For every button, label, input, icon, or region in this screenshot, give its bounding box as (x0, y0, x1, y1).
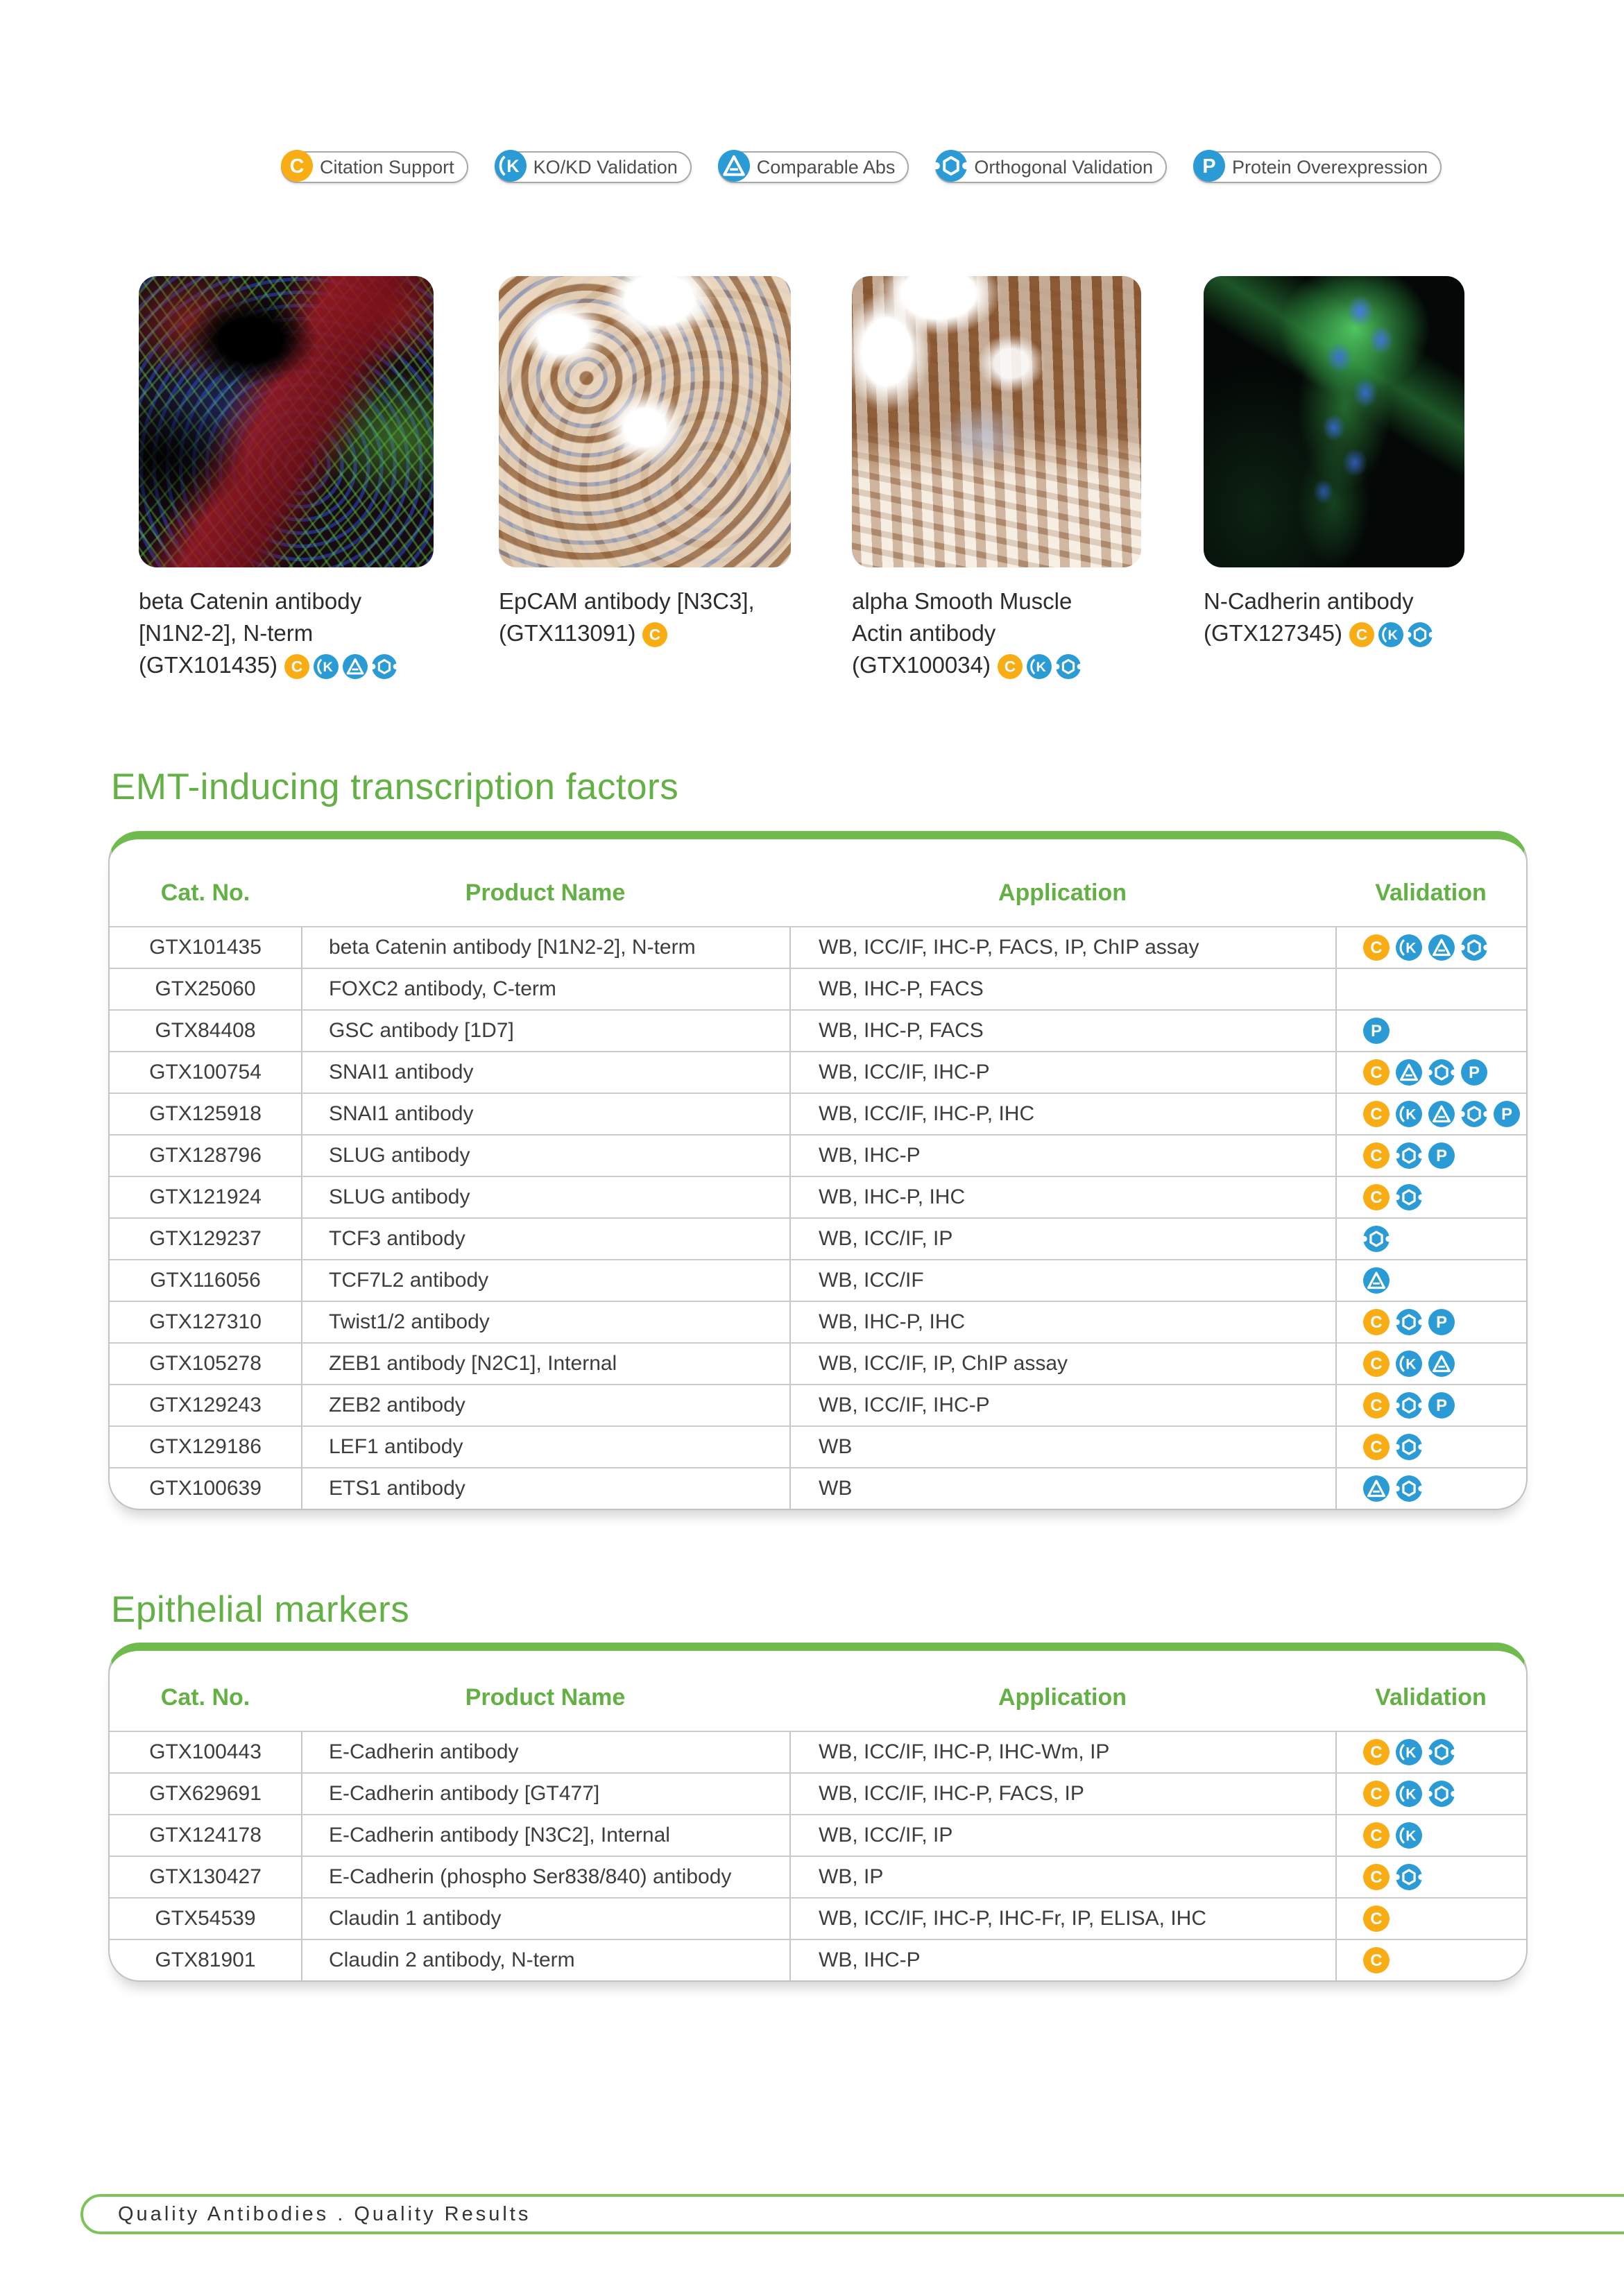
svg-text:K: K (1405, 940, 1417, 957)
validation-icons (1363, 1226, 1390, 1252)
comparable-abs-icon (718, 150, 750, 182)
orthogonal-validation-icon (1396, 1392, 1422, 1419)
svg-text:C: C (1370, 939, 1383, 958)
svg-text:K: K (1387, 628, 1398, 644)
svg-text:K: K (1405, 1106, 1417, 1123)
validation-icons (1363, 1142, 1455, 1169)
cell-product-name: TCF7L2 antibody (301, 1260, 789, 1301)
cell-validation (1335, 1177, 1526, 1217)
citation-support-icon (1363, 1822, 1390, 1849)
orthogonal-validation-icon (935, 150, 967, 182)
cell-product-name: beta Catenin antibody [N1N2-2], N-term (301, 927, 789, 968)
table-row (110, 1772, 1526, 1814)
image-caption (139, 585, 434, 681)
validation-icons (284, 654, 397, 679)
cell-application: WB, ICC/IF, IHC-P (789, 1385, 1335, 1425)
caption-line: alpha Smooth Muscle (852, 588, 1072, 614)
citation-support-icon (1363, 1142, 1390, 1169)
header-cat-no: Cat. No. (160, 880, 250, 906)
svg-text:K: K (323, 660, 333, 676)
protein-overexpression-icon (1494, 1101, 1520, 1127)
svg-text:C: C (1370, 1743, 1383, 1763)
validation-icons (1349, 622, 1433, 647)
table-row (110, 1134, 1526, 1176)
cell-application: WB, ICC/IF, IP, ChIP assay (789, 1344, 1335, 1384)
validation-icons (1363, 1351, 1455, 1377)
product-image-card (852, 276, 1141, 681)
cell-cat-no: GTX100754 (149, 1061, 262, 1083)
table-row (110, 1259, 1526, 1301)
caption-line: Actin antibody (852, 620, 996, 646)
cell-validation (1335, 1344, 1526, 1384)
comparable-abs-icon (1363, 1475, 1390, 1502)
legend-item-label: Protein Overexpression (1232, 156, 1428, 178)
citation-support-icon (1363, 1392, 1390, 1419)
comparable-abs-icon (343, 654, 368, 679)
product-image-card (139, 276, 434, 681)
svg-text:C: C (1004, 658, 1016, 676)
table-row (110, 1731, 1526, 1772)
table-header-row (110, 1651, 1526, 1731)
table-body (110, 926, 1526, 1509)
cell-validation (1335, 1427, 1526, 1467)
micrograph (1204, 276, 1464, 567)
orthogonal-validation-icon (1363, 1226, 1390, 1252)
cell-cat-no: GTX127310 (149, 1310, 262, 1333)
protein-overexpression-icon (1428, 1392, 1455, 1419)
cell-application: WB, ICC/IF, IP (789, 1219, 1335, 1259)
table-row (110, 1897, 1526, 1939)
cell-application: WB, ICC/IF, IHC-P, FACS, IP, ChIP assay (789, 927, 1335, 968)
micrograph (852, 276, 1141, 567)
validation-icons (1363, 1739, 1455, 1765)
svg-text:C: C (1370, 1438, 1383, 1457)
caption-line: (GTX100034) C K (852, 649, 1141, 681)
citation-support-icon (1363, 1351, 1390, 1377)
cell-product-name: TCF3 antibody (301, 1219, 789, 1259)
orthogonal-validation-icon (1461, 1101, 1487, 1127)
cell-application: WB, ICC/IF, IHC-P, IHC-Wm, IP (789, 1732, 1335, 1772)
svg-text:C: C (1370, 1951, 1383, 1971)
legend-item-label: Citation Support (320, 156, 454, 178)
ko-kd-validation-icon (495, 150, 527, 182)
table-row (110, 1425, 1526, 1467)
svg-text:C: C (1370, 1355, 1383, 1374)
citation-support-icon (1363, 1781, 1390, 1807)
svg-text:C: C (1370, 1396, 1383, 1416)
cell-cat-no: GTX129237 (149, 1227, 262, 1250)
ko-kd-validation-icon (314, 654, 339, 679)
legend-item-label: KO/KD Validation (533, 156, 678, 178)
cell-product-name: E-Cadherin antibody (301, 1732, 789, 1772)
micrograph (139, 276, 434, 567)
svg-text:P: P (1501, 1105, 1512, 1124)
table-row (110, 1342, 1526, 1384)
cell-cat-no: GTX100639 (149, 1477, 262, 1500)
cell-validation (1335, 1136, 1526, 1176)
svg-text:C: C (1370, 1105, 1383, 1124)
protein-overexpression-icon (1193, 150, 1225, 182)
protein-overexpression-icon (1428, 1309, 1455, 1335)
svg-text:C: C (1370, 1910, 1383, 1929)
ko-kd-validation-icon (1396, 1739, 1422, 1765)
image-caption (852, 585, 1141, 681)
cell-cat-no: GTX129186 (149, 1435, 262, 1458)
product-image-gallery (0, 276, 1624, 734)
table-row (110, 1093, 1526, 1134)
svg-text:K: K (506, 156, 520, 176)
cell-cat-no: GTX128796 (149, 1144, 262, 1167)
orthogonal-validation-icon (1408, 622, 1433, 647)
validation-icons (1363, 1309, 1455, 1335)
table-row (110, 1301, 1526, 1342)
header-cat-no: Cat. No. (160, 1684, 250, 1711)
table-row (110, 1814, 1526, 1856)
cell-validation (1335, 1094, 1526, 1134)
citation-support-icon (1363, 1184, 1390, 1210)
caption-line: [N1N2-2], N-term (139, 620, 314, 646)
svg-text:K: K (1405, 1828, 1417, 1844)
ko-kd-validation-icon (1027, 654, 1052, 679)
product-image-card (499, 276, 791, 649)
cell-validation (1335, 1468, 1526, 1509)
header-application: Application (998, 1684, 1127, 1711)
cell-application: WB, IHC-P, FACS (789, 1011, 1335, 1051)
orthogonal-validation-icon (1461, 934, 1487, 961)
ko-kd-validation-icon (1396, 934, 1422, 961)
caption-line: beta Catenin antibody (139, 588, 362, 614)
cell-validation (1335, 969, 1526, 1009)
comparable-abs-icon (1363, 1267, 1390, 1294)
cell-application: WB, ICC/IF (789, 1260, 1335, 1301)
cell-validation (1335, 1774, 1526, 1814)
orthogonal-validation-icon (1396, 1864, 1422, 1890)
cell-validation (1335, 1940, 1526, 1980)
cell-product-name: ZEB1 antibody [N2C1], Internal (301, 1344, 789, 1384)
cell-application: WB, IP (789, 1857, 1335, 1897)
orthogonal-validation-icon (1428, 1781, 1455, 1807)
validation-icons (642, 622, 667, 647)
table-row (110, 1384, 1526, 1425)
cell-cat-no: GTX124178 (149, 1824, 262, 1847)
citation-support-icon (284, 654, 309, 679)
citation-support-icon (1363, 1309, 1390, 1335)
ko-kd-validation-icon (1378, 622, 1403, 647)
cell-application: WB, IHC-P (789, 1940, 1335, 1980)
validation-icons (1363, 1184, 1422, 1210)
table-row (110, 1217, 1526, 1259)
footer-slogan: Quality Antibodies . Quality Results (118, 2202, 531, 2225)
cell-cat-no: GTX81901 (155, 1948, 256, 1971)
cell-cat-no: GTX130427 (149, 1865, 262, 1888)
caption-line: EpCAM antibody [N3C3], (499, 588, 755, 614)
caption-line: (GTX113091) C (499, 617, 791, 649)
orthogonal-validation-icon (1396, 1475, 1422, 1502)
cell-product-name: SNAI1 antibody (301, 1094, 789, 1134)
svg-text:C: C (1370, 1785, 1383, 1804)
section-title-emt: EMT-inducing transcription factors (111, 766, 679, 807)
cell-cat-no: GTX125918 (149, 1102, 262, 1125)
citation-support-icon (1349, 622, 1374, 647)
caption-line: N-Cadherin antibody (1204, 588, 1414, 614)
citation-support-icon (1363, 1864, 1390, 1890)
cell-product-name: E-Cadherin antibody [N3C2], Internal (301, 1815, 789, 1856)
comparable-abs-icon (1396, 1059, 1422, 1086)
validation-legend (281, 151, 1442, 183)
validation-icons (1363, 1475, 1422, 1502)
orthogonal-validation-icon (1396, 1309, 1422, 1335)
validation-icons (1363, 934, 1487, 961)
table-row (110, 1176, 1526, 1217)
svg-text:C: C (1370, 1868, 1383, 1887)
validation-icons (1363, 1864, 1422, 1890)
cell-product-name: FOXC2 antibody, C-term (301, 969, 789, 1009)
image-caption (1204, 585, 1464, 649)
validation-icons (1363, 1781, 1455, 1807)
svg-text:C: C (1370, 1826, 1383, 1846)
cell-product-name: E-Cadherin antibody [GT477] (301, 1774, 789, 1814)
validation-icons (998, 654, 1081, 679)
citation-support-icon (1363, 934, 1390, 961)
svg-text:K: K (1405, 1745, 1417, 1761)
protein-overexpression-icon (1428, 1142, 1455, 1169)
table-row (110, 1051, 1526, 1093)
caption-line: (GTX101435) C K (139, 649, 434, 681)
orthogonal-validation-icon (1428, 1739, 1455, 1765)
validation-icons (1363, 1267, 1390, 1294)
comparable-abs-icon (1428, 934, 1455, 961)
validation-icons (1363, 1101, 1520, 1127)
citation-support-icon (1363, 1739, 1390, 1765)
orthogonal-validation-icon (1396, 1184, 1422, 1210)
table-row (110, 1939, 1526, 1980)
svg-text:C: C (289, 155, 305, 178)
cell-product-name: ETS1 antibody (301, 1468, 789, 1509)
cell-application: WB, IHC-P (789, 1136, 1335, 1176)
header-validation: Validation (1375, 1684, 1487, 1711)
citation-support-icon (1363, 1101, 1390, 1127)
cell-application: WB, ICC/IF, IHC-P (789, 1052, 1335, 1093)
micrograph (499, 276, 791, 567)
svg-text:C: C (291, 658, 303, 676)
ko-kd-validation-icon (1396, 1351, 1422, 1377)
legend-item (281, 151, 468, 183)
cell-cat-no: GTX84408 (155, 1019, 256, 1042)
cell-application: WB, ICC/IF, IHC-P, IHC-Fr, IP, ELISA, IHC (789, 1899, 1335, 1939)
cell-product-name: E-Cadherin (phospho Ser838/840) antibody (301, 1857, 789, 1897)
svg-text:K: K (1405, 1786, 1417, 1803)
cell-product-name: LEF1 antibody (301, 1427, 789, 1467)
table-row (110, 1009, 1526, 1051)
citation-support-icon (1363, 1947, 1390, 1973)
validation-icons (1363, 1059, 1487, 1086)
cell-cat-no: GTX116056 (150, 1269, 261, 1292)
svg-text:C: C (649, 626, 661, 644)
caption-line: (GTX127345) C K (1204, 617, 1464, 649)
cell-product-name: Claudin 2 antibody, N-term (301, 1940, 789, 1980)
validation-icons (1363, 1822, 1422, 1849)
svg-text:P: P (1436, 1147, 1447, 1166)
cell-validation (1335, 1385, 1526, 1425)
legend-item (718, 151, 909, 183)
table-body (110, 1731, 1526, 1980)
legend-item (1193, 151, 1442, 183)
cell-cat-no: GTX129243 (149, 1394, 262, 1416)
citation-support-icon (1363, 1905, 1390, 1932)
cell-product-name: SLUG antibody (301, 1136, 789, 1176)
cell-cat-no: GTX101435 (149, 936, 262, 959)
cell-cat-no: GTX629691 (149, 1782, 262, 1805)
section-title-epithelial: Epithelial markers (111, 1589, 410, 1630)
validation-icons (1363, 1018, 1390, 1044)
legend-item-label: Orthogonal Validation (974, 156, 1154, 178)
cell-product-name: SNAI1 antibody (301, 1052, 789, 1093)
cell-product-name: ZEB2 antibody (301, 1385, 789, 1425)
table-header-row (110, 839, 1526, 926)
table-row (110, 1856, 1526, 1897)
svg-text:P: P (1436, 1396, 1447, 1416)
cell-cat-no: GTX54539 (155, 1907, 256, 1930)
validation-icons (1363, 1434, 1422, 1460)
cell-validation (1335, 1011, 1526, 1051)
cell-application: WB, ICC/IF, IHC-P, FACS, IP (789, 1774, 1335, 1814)
cell-application: WB, IHC-P, IHC (789, 1177, 1335, 1217)
footer-banner (80, 2194, 1624, 2234)
cell-validation (1335, 1219, 1526, 1259)
cell-application: WB, IHC-P, FACS (789, 969, 1335, 1009)
svg-text:P: P (1469, 1063, 1480, 1083)
cell-product-name: SLUG antibody (301, 1177, 789, 1217)
cell-application: WB (789, 1468, 1335, 1509)
cell-cat-no: GTX105278 (149, 1352, 262, 1375)
svg-text:K: K (1036, 660, 1046, 676)
emt-products-table (108, 831, 1528, 1510)
header-product-name: Product Name (465, 880, 626, 906)
citation-support-icon (998, 654, 1023, 679)
svg-text:C: C (1370, 1188, 1383, 1208)
ko-kd-validation-icon (1396, 1101, 1422, 1127)
legend-item (935, 151, 1167, 183)
orthogonal-validation-icon (1396, 1434, 1422, 1460)
cell-product-name: GSC antibody [1D7] (301, 1011, 789, 1051)
cell-application: WB, ICC/IF, IP (789, 1815, 1335, 1856)
validation-icons (1363, 1392, 1455, 1419)
svg-text:P: P (1202, 155, 1216, 178)
orthogonal-validation-icon (372, 654, 397, 679)
citation-support-icon (642, 622, 667, 647)
cell-validation (1335, 1815, 1526, 1856)
cell-validation (1335, 1302, 1526, 1342)
cell-application: WB (789, 1427, 1335, 1467)
image-caption (499, 585, 791, 649)
citation-support-icon (1363, 1059, 1390, 1086)
validation-icons (1363, 1905, 1390, 1932)
legend-item-label: Comparable Abs (756, 156, 896, 178)
cell-cat-no: GTX100443 (149, 1740, 262, 1763)
protein-overexpression-icon (1461, 1059, 1487, 1086)
citation-support-icon (1363, 1434, 1390, 1460)
cell-validation (1335, 927, 1526, 968)
orthogonal-validation-icon (1056, 654, 1081, 679)
cell-validation (1335, 1732, 1526, 1772)
cell-validation (1335, 1857, 1526, 1897)
cell-cat-no: GTX121924 (149, 1185, 262, 1208)
validation-icons (1363, 1947, 1390, 1973)
svg-text:C: C (1370, 1147, 1383, 1166)
svg-text:C: C (1370, 1313, 1383, 1333)
cell-application: WB, IHC-P, IHC (789, 1302, 1335, 1342)
cell-cat-no: GTX25060 (155, 977, 256, 1000)
orthogonal-validation-icon (1428, 1059, 1455, 1086)
cell-product-name: Claudin 1 antibody (301, 1899, 789, 1939)
svg-text:C: C (1356, 626, 1368, 644)
orthogonal-validation-icon (1396, 1142, 1422, 1169)
cell-validation (1335, 1260, 1526, 1301)
ko-kd-validation-icon (1396, 1822, 1422, 1849)
svg-text:P: P (1436, 1313, 1447, 1333)
header-validation: Validation (1375, 880, 1487, 906)
product-image-card (1204, 276, 1464, 649)
cell-validation (1335, 1899, 1526, 1939)
cell-application: WB, ICC/IF, IHC-P, IHC (789, 1094, 1335, 1134)
epithelial-products-table (108, 1643, 1528, 1982)
protein-overexpression-icon (1363, 1018, 1390, 1044)
table-row (110, 1467, 1526, 1509)
comparable-abs-icon (1428, 1101, 1455, 1127)
table-row (110, 968, 1526, 1009)
legend-item (495, 151, 692, 183)
svg-text:C: C (1370, 1063, 1383, 1083)
svg-text:K: K (1405, 1356, 1417, 1373)
cell-validation (1335, 1052, 1526, 1093)
citation-support-icon (281, 150, 313, 182)
comparable-abs-icon (1428, 1351, 1455, 1377)
header-application: Application (998, 880, 1127, 906)
ko-kd-validation-icon (1396, 1781, 1422, 1807)
cell-product-name: Twist1/2 antibody (301, 1302, 789, 1342)
table-row (110, 926, 1526, 968)
header-product-name: Product Name (465, 1684, 626, 1711)
svg-text:P: P (1371, 1022, 1382, 1041)
